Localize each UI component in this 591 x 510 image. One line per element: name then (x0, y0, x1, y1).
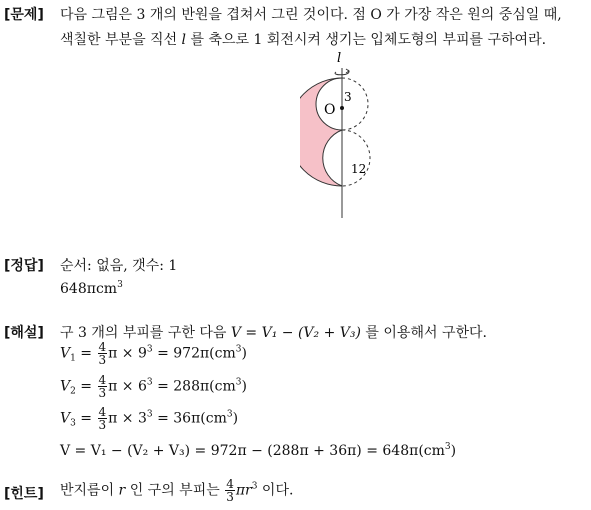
final-equation: V = V₁ − (V₂ + V₃) = 972π − (288π + 36π) = 648π(cm (60, 443, 445, 459)
point-o (340, 106, 344, 110)
hint-fraction: $\frac{4}{3}$ (226, 477, 234, 504)
radius-large-label: 12 (351, 162, 367, 176)
eq2-result: = 288π(cm (152, 378, 236, 395)
solution-eq-3: $V_3$ = $\frac{4}{3}$ $\pi \times 3^3 = 36\pi(cm^3)$ (60, 405, 239, 432)
solution-eq-1: $V_1$ = $\frac{4}{3}$ $\pi \times 9^3 = 972\pi(cm^3)$ (60, 340, 247, 367)
shaded-region (300, 78, 342, 186)
hint-text-a: 반지름이 (60, 482, 119, 499)
hint-line: 반지름이 r 인 구의 부피는 $\frac{4}{3}$ $\pi r^3$ 이다. (60, 477, 294, 504)
problem-line-1: 다음 그림은 3 개의 반원을 겹쳐서 그린 것이다. 점 O 가 가장 작은 원의 중심일 때, (60, 7, 562, 23)
axis-variable: l (181, 32, 187, 48)
solution-intro-b: 를 이용해서 구한다. (360, 325, 487, 341)
solution-intro-formula: V = V₁ − (V₂ + V₃) (230, 325, 361, 341)
problem-line-2 (60, 29, 546, 49)
solution-intro-a: 구 3 개의 부피를 구한 다음 (60, 325, 231, 341)
eq3-fraction: $\frac{4}{3}$ (98, 405, 107, 432)
problem-tag: [문제] (4, 7, 44, 23)
solution-final: $V = V_1 - (V_2 + V_3) = 972\pi - (288\pi + 36\pi) = 648\pi(cm^3)$ (60, 442, 457, 459)
eq1-rest: π × 9 (108, 345, 147, 362)
solution-tag: [해설] (4, 325, 44, 341)
eq1-result: = 972π(cm (152, 345, 236, 362)
answer-value (60, 280, 123, 297)
eq3-rest: π × 3 (108, 410, 147, 427)
answer-line-1: 순서: 없음, 갯수: 1 (60, 258, 178, 274)
eq2-rest: π × 6 (108, 378, 147, 395)
point-o-label: O (324, 102, 336, 118)
solution-intro (60, 322, 487, 342)
solution-eq-2: $V_2$ = $\frac{4}{3}$ $\pi \times 6^3 = 288\pi(cm^3)$ (60, 373, 247, 400)
eq1-lhs: V (60, 345, 71, 362)
figure (300, 50, 390, 225)
radius-small-label: 3 (344, 90, 352, 104)
small-semicircle-dashed (342, 78, 368, 130)
problem-line-2-a: 색칠한 부분을 직선 (60, 32, 182, 48)
axis-label: l (337, 51, 342, 66)
hint-text-b: 인 구의 부피는 (125, 482, 225, 499)
eq2-fraction: $\frac{4}{3}$ (98, 373, 107, 400)
hint-tag: [힌트] (4, 486, 44, 502)
hint-var: r (118, 482, 126, 499)
eq3-lhs: V (60, 410, 71, 427)
eq2-lhs: V (60, 378, 71, 395)
hint-text-c: 이다. (257, 482, 294, 499)
eq1-sub: 1 (70, 353, 76, 364)
eq3-result: = 36π(cm (152, 410, 227, 427)
eq1-fraction: $\frac{4}{3}$ (98, 340, 107, 367)
eq2-sub: 2 (70, 386, 76, 397)
problem-line-2-b: 를 축으로 1 회전시켜 생기는 입체도형의 부피를 구하여라. (186, 32, 547, 48)
answer-tag: [정답] (4, 258, 44, 274)
answer-number: 648π (60, 281, 96, 297)
answer-unit-exp: 3 (117, 280, 123, 290)
medium-semicircle-dashed (342, 130, 370, 186)
answer-unit: cm (95, 281, 118, 297)
hint-formula: πr (235, 482, 252, 499)
eq3-sub: 3 (70, 418, 76, 429)
